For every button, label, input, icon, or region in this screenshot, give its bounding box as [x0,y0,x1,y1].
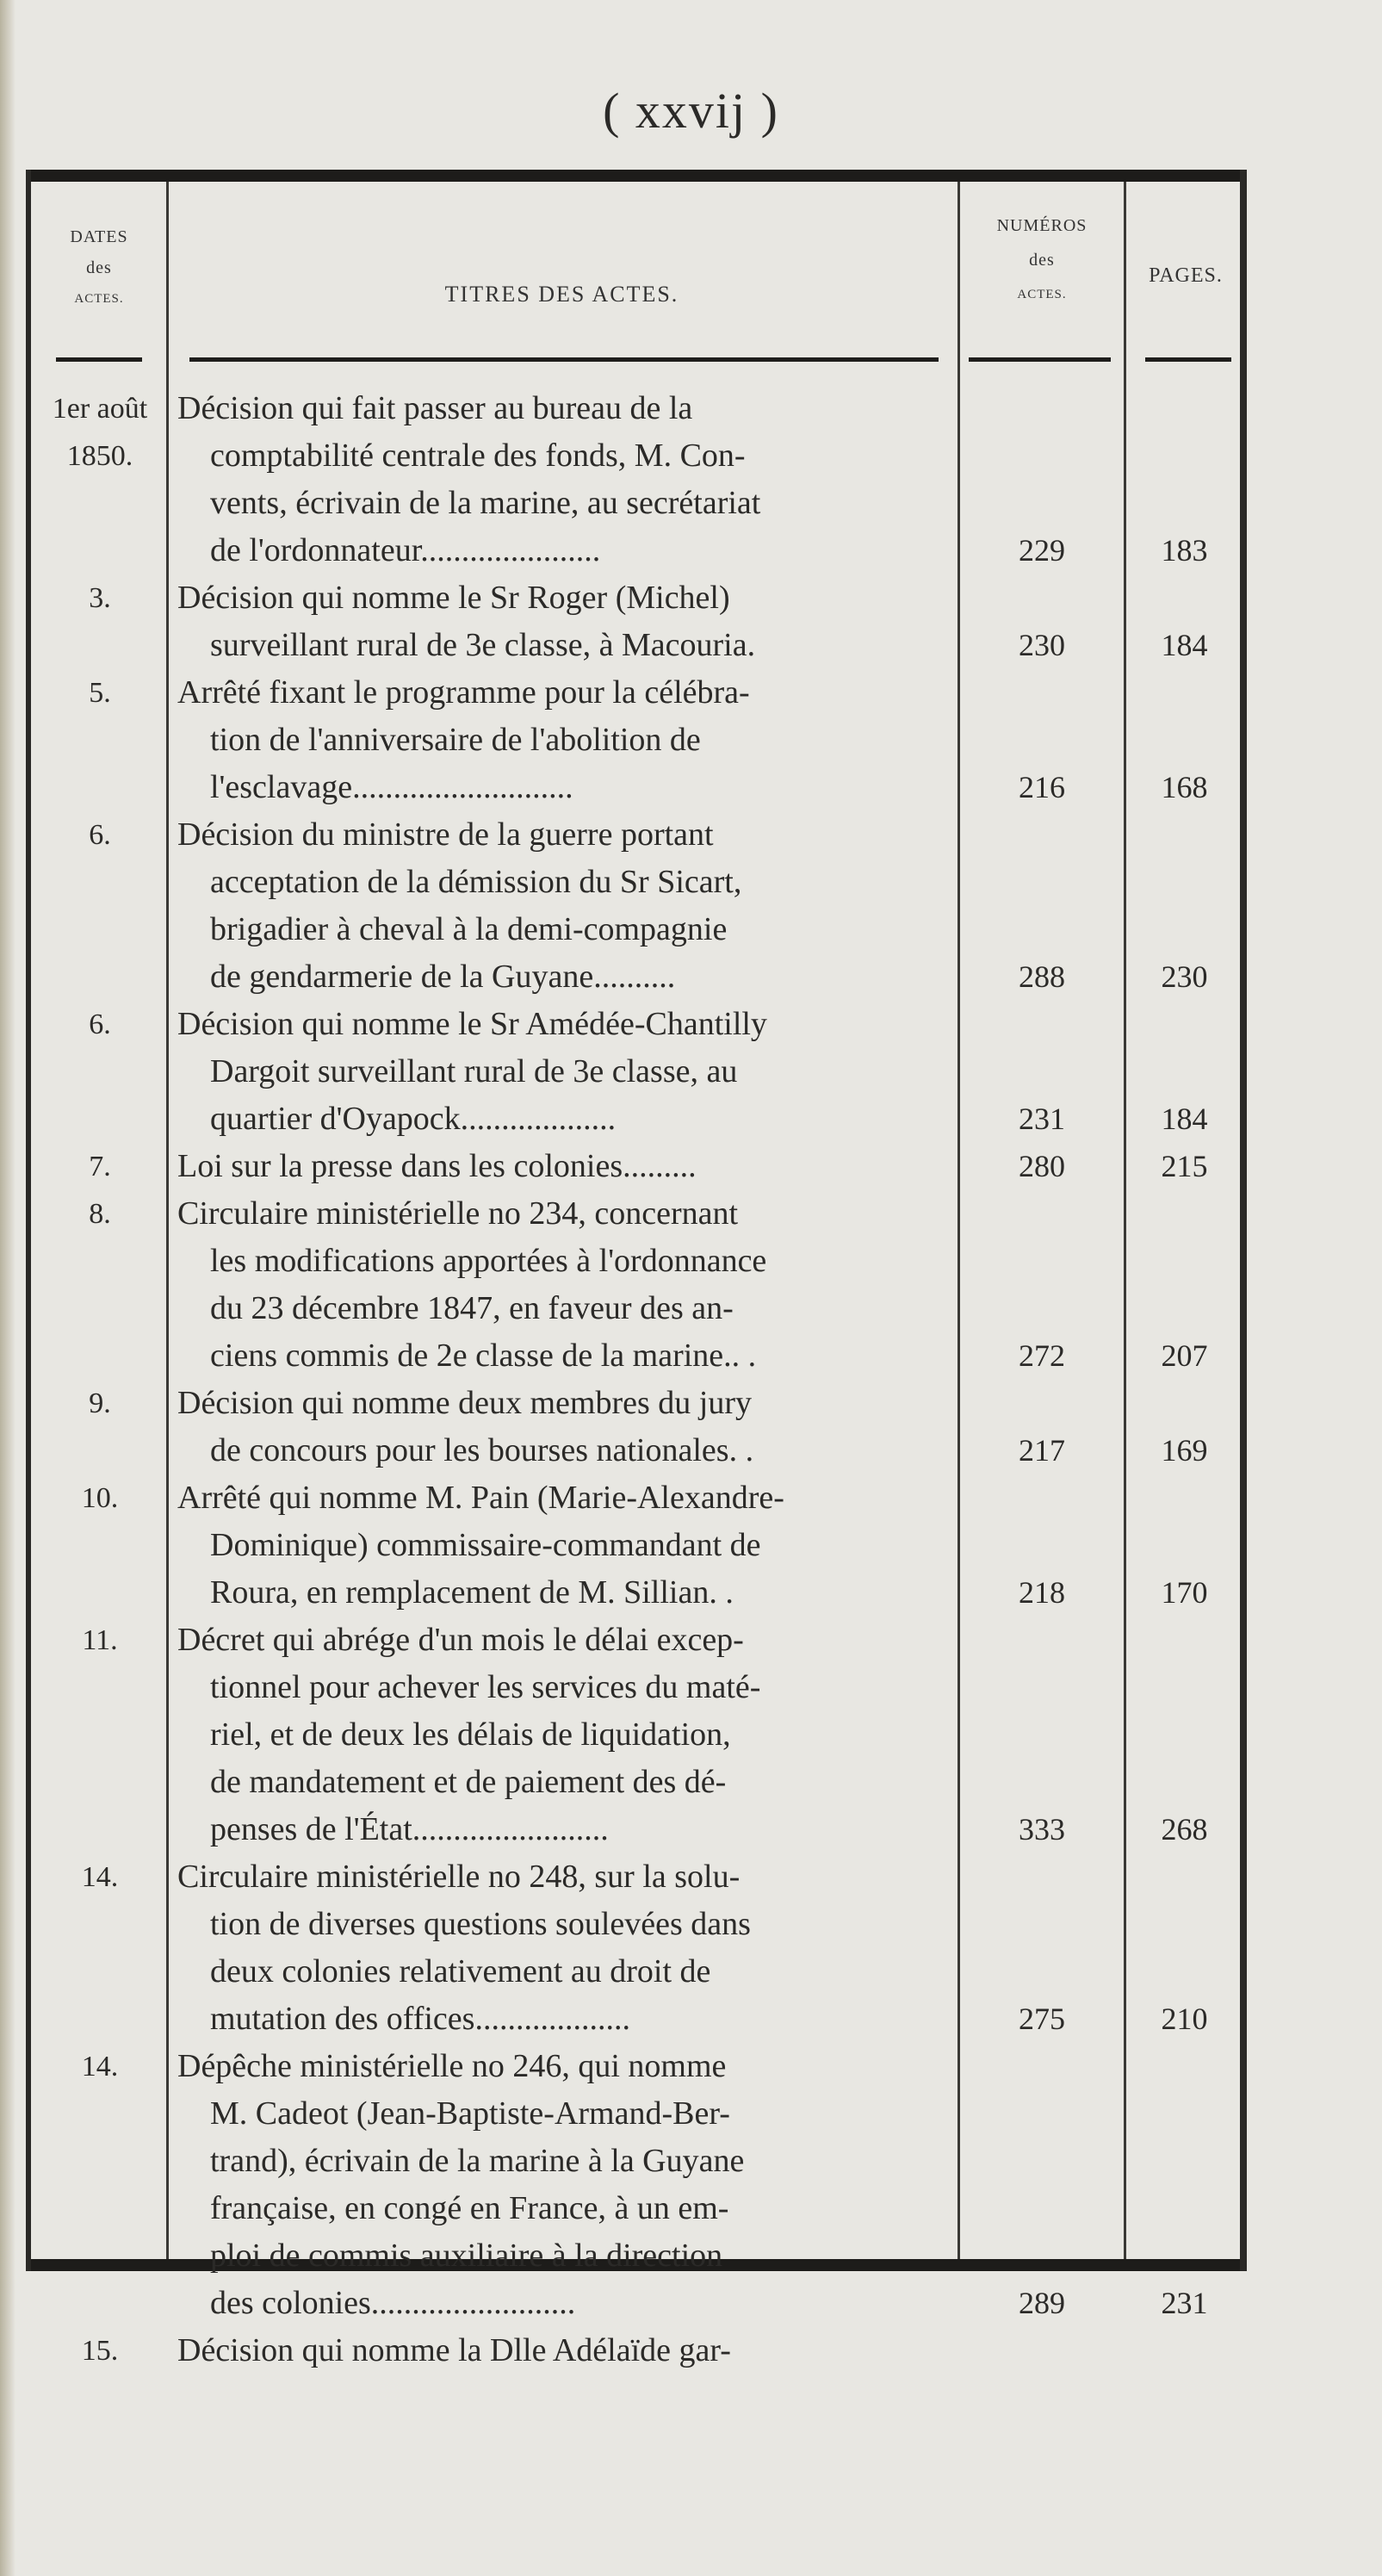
entry-date [31,1190,169,1238]
entry-date [31,669,169,717]
table-row [26,1190,1247,1380]
header-numeros-line3: ACTES. [1017,288,1067,301]
entry-title [177,1853,952,2043]
entry-title [177,2043,952,2327]
header-numeros [964,208,1119,312]
header-rule-dates [56,357,142,362]
entry-title-line: deux colonies relativement au droit de [210,1953,711,1989]
table-top-rule [26,170,1247,182]
entry-title-line: Décision qui nomme le Sr Amédée-Chantilly [177,1006,767,1042]
table-row [26,1617,1247,1853]
entry-title-line: Arrêté qui nomme M. Pain (Marie-Alexandre- [177,1480,784,1516]
header-numeros-line2: des [1029,251,1055,270]
entry-title-line: quartier d'Oyapock................... [210,1101,617,1137]
entry-title [177,1380,952,1474]
entry-date [31,2043,169,2090]
entry-title-line: française, en congé en France, à un em- [210,2190,729,2226]
entry-title-line: Décision qui fait passer au bureau de la [177,390,693,426]
entry-title-line: de l'ordonnateur...................... [210,532,601,568]
entry-date-line: 1850. [66,440,133,472]
entry-title-line: de concours pour les bourses nationales. . [210,1432,754,1468]
entries-list [26,385,1247,2374]
header-dates-line3: ACTES. [74,292,124,306]
acts-table [26,170,1247,2368]
entry-title-line: acceptation de la démission du Sr Sicart, [210,864,742,900]
entry-act-number: 280 [1019,1149,1065,1183]
table-row [26,1474,1247,1617]
entry-title-line: riel, et de deux les délais de liquidation, [210,1716,731,1753]
table-row [26,1143,1247,1190]
entry-title-line: penses de l'État........................ [210,1811,609,1847]
table-row [26,669,1247,811]
entry-page-number: 169 [1161,1433,1208,1468]
entry-date-line: 8. [89,1198,111,1230]
entry-date-line: 10. [81,1482,119,1514]
entry-date-line: 3. [89,582,111,614]
entry-date-line: 5. [89,677,111,709]
entry-title-line: mutation des offices................... [210,2001,630,2037]
entry-date-line: 6. [89,1009,111,1040]
entry-date [31,811,169,859]
entry-title-line: vents, écrivain de la marine, au secrétariat [210,485,761,521]
entry-page-number: 184 [1161,1102,1208,1136]
entry-date-line: 11. [82,1624,118,1656]
entry-act-number: 272 [1019,1338,1065,1373]
entry-act-number: 333 [1019,1812,1065,1847]
table-row [26,1853,1247,2043]
header-titres: TITRES DES ACTES. [444,282,679,307]
entry-title [177,811,952,1001]
entry-date [31,1617,169,1664]
entry-act-number: 231 [1019,1102,1065,1136]
entry-act-number: 288 [1019,959,1065,994]
header-rule-titres [189,357,939,362]
entry-date-line: 14. [81,1861,119,1893]
entry-title [177,2327,952,2374]
entry-title-line: Dargoit surveillant rural de 3e classe, au [210,1053,738,1089]
entry-date [31,1001,169,1048]
entry-title [177,1001,952,1143]
entry-title-line: tion de l'anniversaire de l'abolition de [210,722,701,758]
table-row [26,574,1247,669]
entry-page-number: 230 [1161,959,1208,994]
entry-title-line: surveillant rural de 3e classe, à Macouria. [210,627,756,663]
entry-title-line: Arrêté fixant le programme pour la célébra- [177,674,750,711]
entry-title-line: Circulaire ministérielle no 248, sur la solu- [177,1859,741,1895]
entry-title-line: Décision qui nomme deux membres du jury [177,1385,752,1421]
entry-page-number: 215 [1161,1149,1208,1183]
entry-title-line: M. Cadeot (Jean-Baptiste-Armand-Ber- [210,2095,730,2132]
page-number-title: ( xxvij ) [603,83,779,139]
entry-title-line: Loi sur la presse dans les colonies......... [177,1148,697,1184]
entry-title-line: Dominique) commissaire-commandant de [210,1527,761,1563]
header-pages: PAGES. [1149,264,1223,287]
entry-act-number: 229 [1019,533,1065,568]
entry-act-number: 217 [1019,1433,1065,1468]
entry-date-line: 1er août [52,393,148,425]
entry-title-line: Décision du ministre de la guerre portant [177,816,714,853]
entry-title-line: les modifications apportées à l'ordonnance [210,1243,767,1279]
entry-page-number: 184 [1161,628,1208,662]
header-dates-line2: des [86,258,112,277]
entry-title [177,1143,952,1190]
entry-page-number: 207 [1161,1338,1208,1373]
entry-title-line: Décret qui abrége d'un mois le délai excep- [177,1622,744,1658]
entry-date [31,1474,169,1522]
entry-title-line: brigadier à cheval à la demi-compagnie [210,911,728,947]
entry-title [177,1190,952,1380]
entry-title-line: trand), écrivain de la marine à la Guyane [210,2143,745,2179]
entry-title [177,669,952,811]
entry-title-line: l'esclavage........................... [210,769,573,805]
header-rule-pages [1145,357,1231,362]
entry-date [31,2327,169,2374]
entry-title-line: de gendarmerie de la Guyane.......... [210,959,676,995]
entry-act-number: 275 [1019,2002,1065,2036]
entry-page-number: 170 [1161,1575,1208,1610]
header-dates-line1: DATES [70,227,128,246]
entry-title-line: tion de diverses questions soulevées dans [210,1906,751,1942]
entry-page-number: 268 [1161,1812,1208,1847]
header-rule-numeros [969,357,1111,362]
entry-date-line: 6. [89,819,111,851]
entry-date [31,1380,169,1427]
header-dates [34,221,164,314]
entry-title-line: Circulaire ministérielle no 234, concernant [177,1195,739,1232]
book-spine-edge [0,0,15,2576]
entry-title-line: Roura, en remplacement de M. Sillian. . [210,1574,734,1611]
entry-date-line: 15. [81,2335,119,2367]
entry-title-line: ploi de commis auxiliaire à la direction [210,2238,723,2274]
entry-date [31,1143,169,1190]
table-row [26,2043,1247,2327]
entry-title-line: comptabilité centrale des fonds, M. Con- [210,438,746,474]
entry-date-line: 7. [89,1151,111,1182]
entry-act-number: 216 [1019,770,1065,804]
entry-act-number: 230 [1019,628,1065,662]
entry-page-number: 231 [1161,2286,1208,2320]
table-row [26,1380,1247,1474]
entry-title [177,574,952,669]
entry-title-line: de mandatement et de paiement des dé- [210,1764,727,1800]
entry-title-line: du 23 décembre 1847, en faveur des an- [210,1290,734,1326]
table-row [26,1001,1247,1143]
entry-title [177,1617,952,1853]
table-row [26,811,1247,1001]
table-row [26,385,1247,574]
entry-date [31,385,169,480]
entry-act-number: 289 [1019,2286,1065,2320]
table-row [26,2327,1247,2374]
entry-date [31,1853,169,1901]
entry-page-number: 210 [1161,2002,1208,2036]
entry-page-number: 183 [1161,533,1208,568]
header-numeros-line1: NUMÉROS [996,216,1088,235]
entry-title-line: tionnel pour achever les services du maté- [210,1669,761,1705]
entry-date [31,574,169,622]
entry-title-line: Dépêche ministérielle no 246, qui nomme [177,2048,727,2084]
entry-title [177,1474,952,1617]
entry-title-line: des colonies......................... [210,2285,576,2321]
entry-page-number: 168 [1161,770,1208,804]
entry-title-line: Décision qui nomme la Dlle Adélaïde gar- [177,2332,731,2368]
entry-title-line: Décision qui nomme le Sr Roger (Michel) [177,580,730,616]
entry-title-line: ciens commis de 2e classe de la marine.. . [210,1338,757,1374]
entry-title [177,385,952,574]
entry-date-line: 9. [89,1387,111,1419]
entry-act-number: 218 [1019,1575,1065,1610]
entry-date-line: 14. [81,2051,119,2083]
